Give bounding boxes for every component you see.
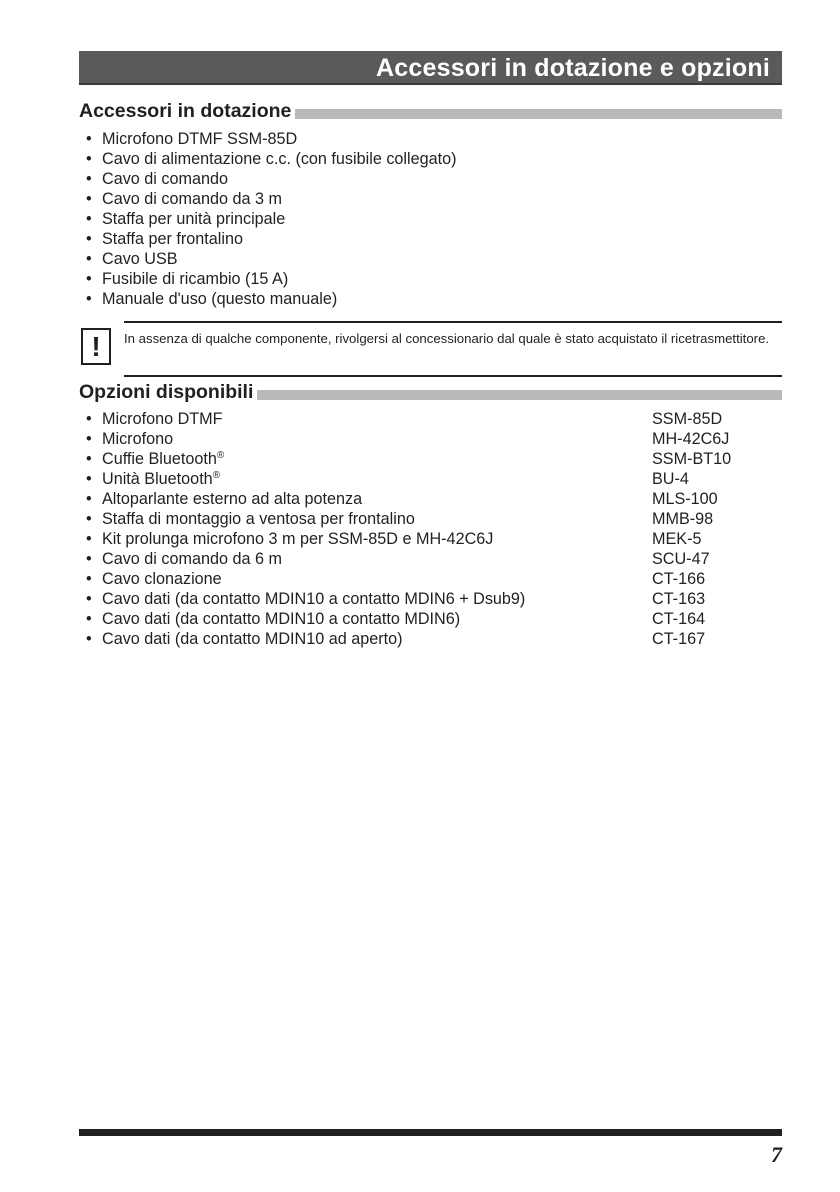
list-item [86,489,718,509]
list-item [86,409,723,429]
list-item [86,129,457,149]
option-name: Altoparlante esterno ad alta potenza [102,490,363,508]
option-code: MLS-100 [652,490,718,508]
bullet: • [86,250,92,268]
list-item [86,629,706,649]
page-number: 7 [771,1142,782,1167]
list-item [86,589,706,609]
option-name: Unità Bluetooth [102,470,213,488]
bullet: • [86,470,92,488]
list-item [86,289,457,309]
page-header-banner [79,51,782,85]
bullet: • [86,430,92,448]
list-item [86,449,732,469]
option-name: Cavo dati (da contatto MDIN10 a contatto MDIN6 + Dsub9) [102,590,526,608]
bullet: • [86,530,92,548]
bullet: • [86,590,92,608]
list-item [86,569,706,589]
bullet: • [86,270,92,288]
caution-exclamation-icon [81,328,111,365]
list-item-text: Cavo di comando [102,170,228,188]
option-name: Cavo dati (da contatto MDIN10 ad aperto) [102,630,403,648]
option-name: Staffa di montaggio a ventosa per frontalino [102,510,415,528]
list-item [86,169,457,189]
option-name: Kit prolunga microfono 3 m per SSM-85D e MH-42C6J [102,530,494,548]
option-name: Cuffie Bluetooth [102,450,217,468]
bullet: • [86,490,92,508]
bullet: • [86,510,92,528]
bullet: • [86,550,92,568]
option-code: CT-164 [652,610,706,628]
registered-mark: ® [212,470,221,481]
optional-accessories-list [86,409,732,649]
option-code: CT-163 [652,590,706,608]
option-name: Cavo di comando da 6 m [102,550,282,568]
note-text: In assenza di qualche componente, rivolgersi al concessionario dal quale è stato acquistato il ricetrasmettitore. [124,331,770,346]
option-code: CT-166 [652,570,706,588]
option-code: SSM-85D [652,410,723,428]
bullet: • [86,410,92,428]
option-code: SSM-BT10 [652,450,732,468]
list-item [86,189,457,209]
bullet: • [86,570,92,588]
list-item-text: Fusibile di ricambio (15 A) [102,270,289,288]
option-code: BU-4 [652,470,689,488]
list-item [86,549,710,569]
list-item [86,529,702,549]
list-item [86,209,457,229]
bullet: • [86,450,92,468]
list-item [86,429,730,449]
list-item [86,469,689,489]
option-name: Cavo dati (da contatto MDIN10 a contatto MDIN6) [102,610,461,628]
note-top-rule [124,321,782,323]
section-title-options: Opzioni disponibili [79,381,257,403]
section-header-options [79,381,782,405]
option-code: MMB-98 [652,510,714,528]
bullet: • [86,130,92,148]
bullet: • [86,630,92,648]
list-item [86,249,457,269]
list-item [86,149,457,169]
list-item [86,609,706,629]
note-bottom-rule [124,375,782,377]
option-code: CT-167 [652,630,706,648]
option-name: Microfono [102,430,174,448]
registered-mark: ® [216,450,225,461]
section-title-included: Accessori in dotazione [79,100,295,122]
list-item-text: Cavo di alimentazione c.c. (con fusibile collegato) [102,150,457,168]
section-header-included [79,100,782,124]
option-code: MH-42C6J [652,430,730,448]
list-item-text: Microfono DTMF SSM-85D [102,130,298,148]
exclamation-glyph: ! [91,331,101,362]
bullet: • [86,170,92,188]
bullet: • [86,290,92,308]
bullet: • [86,190,92,208]
bullet: • [86,210,92,228]
bullet: • [86,150,92,168]
list-item-text: Cavo di comando da 3 m [102,190,282,208]
list-item-text: Manuale d'uso (questo manuale) [102,290,338,308]
list-item-text: Cavo USB [102,250,178,268]
included-accessories-list [86,129,457,309]
list-item [86,229,457,249]
list-item [86,269,457,289]
option-name: Cavo clonazione [102,570,222,588]
footer-rule [79,1129,782,1136]
option-code: MEK-5 [652,530,702,548]
list-item-text: Staffa per unità principale [102,210,286,228]
option-code: SCU-47 [652,550,710,568]
bullet: • [86,230,92,248]
list-item [86,509,714,529]
list-item-text: Staffa per frontalino [102,230,243,248]
page-title: Accessori in dotazione e opzioni [376,54,770,82]
bullet: • [86,610,92,628]
option-name: Microfono DTMF [102,410,223,428]
